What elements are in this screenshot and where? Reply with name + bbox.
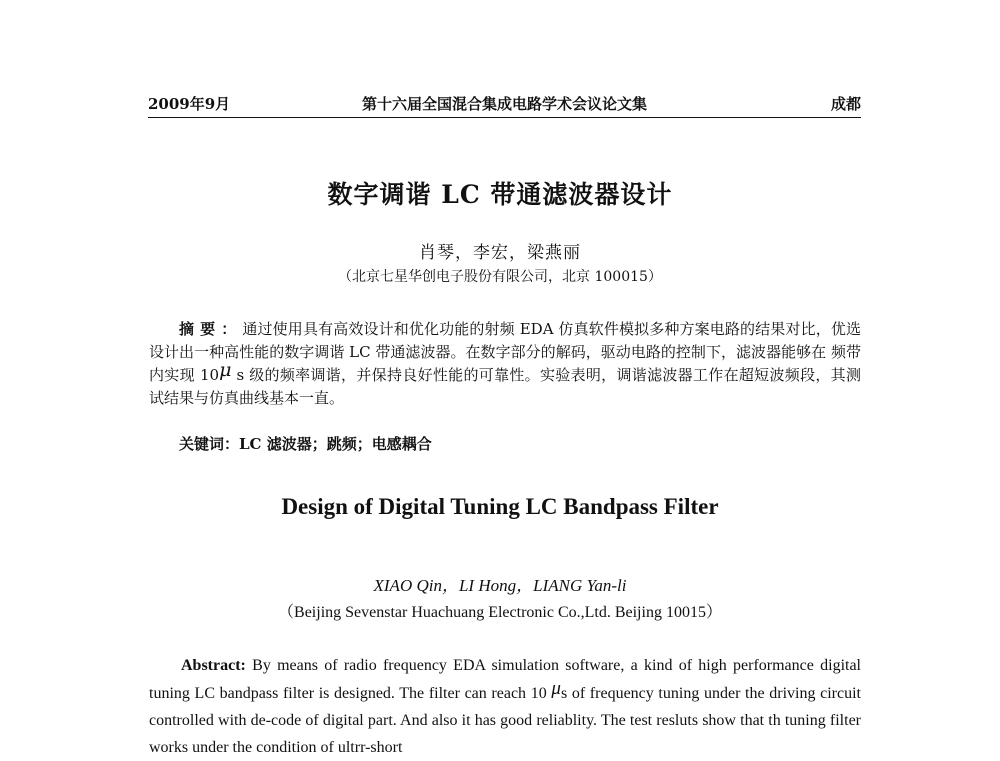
- chinese-affiliation: （北京七星华创电子股份有限公司，北京 100015）: [338, 269, 662, 285]
- english-authors: XIAO Qin，LI Hong，LIANG Yan-li: [373, 576, 627, 595]
- english-abstract-label: Abstract:: [181, 657, 246, 674]
- chinese-abstract-text-2: s 级的频率调谐，并保持良好性能的可靠性。实验表明，调谐滤波器工作在超短波频段，其测试结果与仿真曲线基本一直。: [149, 366, 861, 407]
- header-conference: 第十六届全国混合集成电路学术会议论文集: [361, 95, 647, 113]
- chinese-keywords: 关键词：LC 滤波器；跳频；电感耦合: [179, 435, 432, 453]
- chinese-abstract-label: 摘要：: [179, 320, 243, 338]
- english-abstract: [149, 652, 861, 761]
- header-city: 成都: [830, 95, 861, 113]
- english-abstract-mu: μ: [551, 678, 561, 699]
- chinese-abstract-text-1: 通过使用具有高效设计和优化功能的射频 EDA 仿真软件模拟多种方案电路的结果对比，优选设计出一种高性能的数字调谐 LC 带通滤波器。在数字部分的解码，驱动电路的控制下，滤波器能够在 频带内实现 10: [149, 320, 861, 384]
- header-date: 2009年9月: [148, 95, 231, 113]
- chinese-abstract-mu: μ: [219, 359, 232, 381]
- chinese-title: 数字调谐 LC 带通滤波器设计: [327, 180, 673, 209]
- chinese-abstract: [149, 318, 861, 409]
- english-abstract-text-2: s of frequency tuning under the driving circuit controlled with de-code of digital part. And also it has good reliablity. The test resluts show that th tuning filter works under the condition of ultrr-short: [149, 685, 862, 756]
- running-header: [148, 93, 861, 118]
- english-title: Design of Digital Tuning LC Bandpass Filter: [281, 494, 719, 519]
- english-abstract-text-1: By means of radio frequency EDA simulation software, a kind of high performance digital tuning LC bandpass filter is designed. The filter can reach 10: [149, 657, 861, 702]
- chinese-authors: 肖琴，李宏，梁燕丽: [419, 243, 581, 263]
- english-affiliation: （Beijing Sevenstar Huachuang Electronic Co.,Ltd. Beijing 10015）: [278, 604, 722, 621]
